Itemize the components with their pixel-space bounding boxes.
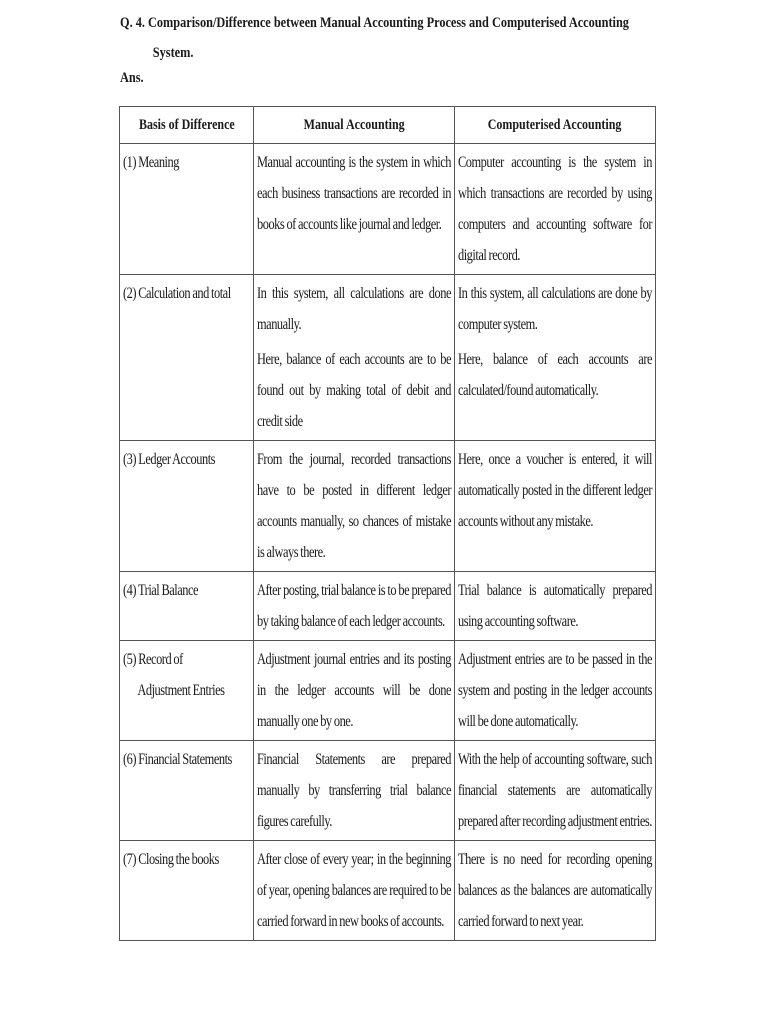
manual-cell: Manual accounting is the system in which each business transactions are recorded in books of accounts like journal and ledger. bbox=[254, 144, 455, 275]
basis-cell: (2) Calculation and total bbox=[120, 275, 254, 441]
table-row-trial-balance bbox=[120, 572, 656, 641]
basis-cell bbox=[120, 641, 254, 741]
question-line-2: System. bbox=[152, 45, 194, 61]
computerised-cell: With the help of accounting software, such financial statements are automatically prepared after recording adjustment entries. bbox=[455, 741, 656, 841]
basis-cell: (7) Closing the books bbox=[120, 841, 254, 941]
comparison-table bbox=[119, 106, 656, 941]
manual-cell: From the journal, recorded transactions have to be posted in different ledger accounts manually, so chances of mistake is always there. bbox=[254, 441, 455, 572]
computerised-cell: Here, once a voucher is entered, it will automatically posted in the different ledger accounts without any mistake. bbox=[455, 441, 656, 572]
header-manual: Manual Accounting bbox=[254, 107, 455, 144]
basis-cell: (3) Ledger Accounts bbox=[120, 441, 254, 572]
computerised-cell: Adjustment entries are to be passed in the system and posting in the ledger accounts will be done automatically. bbox=[455, 641, 656, 741]
table-row-financial-statements bbox=[120, 741, 656, 841]
question-line-1: Q. 4. Comparison/Difference between Manual Accounting Process and Computerised Accounting bbox=[120, 15, 629, 31]
manual-cell: After close of every year; in the beginning of year, opening balances are required to be carried forward in new books of accounts. bbox=[254, 841, 455, 941]
manual-cell: Adjustment journal entries and its posting in the ledger accounts will be done manually one by one. bbox=[254, 641, 455, 741]
basis-line-1: (5) Record of bbox=[123, 651, 183, 668]
table-row-calculation bbox=[120, 275, 656, 441]
computerised-cell: There is no need for recording opening balances as the balances are automatically carried forward to next year. bbox=[455, 841, 656, 941]
basis-cell: (1) Meaning bbox=[120, 144, 254, 275]
manual-cell: In this system, all calculations are done manually. Here, balance of each accounts are to be found out by making total of debit and credit side bbox=[254, 275, 455, 441]
table-row-closing-books bbox=[120, 841, 656, 941]
question-heading bbox=[120, 8, 629, 68]
computerised-cell: In this system, all calculations are done by computer system. Here, balance of each accounts are calculated/found automatically. bbox=[455, 275, 656, 441]
manual-cell: Financial Statements are prepared manually by transferring trial balance figures carefully. bbox=[254, 741, 455, 841]
header-computerised: Computerised Accounting bbox=[455, 107, 656, 144]
manual-cell: After posting, trial balance is to be prepared by taking balance of each ledger accounts. bbox=[254, 572, 455, 641]
basis-cell: (6) Financial Statements bbox=[120, 741, 254, 841]
table-row-meaning bbox=[120, 144, 656, 275]
table-row-adjustment bbox=[120, 641, 656, 741]
answer-label: Ans. bbox=[120, 70, 144, 86]
table-row-ledger bbox=[120, 441, 656, 572]
computerised-cell: Computer accounting is the system in which transactions are recorded by using computers and accounting software for digital record. bbox=[455, 144, 656, 275]
header-basis: Basis of Difference bbox=[120, 107, 254, 144]
basis-cell: (4) Trial Balance bbox=[120, 572, 254, 641]
basis-line-2: Adjustment Entries bbox=[137, 682, 225, 699]
table-header-row bbox=[120, 107, 656, 144]
computerised-cell: Trial balance is automatically prepared using accounting software. bbox=[455, 572, 656, 641]
